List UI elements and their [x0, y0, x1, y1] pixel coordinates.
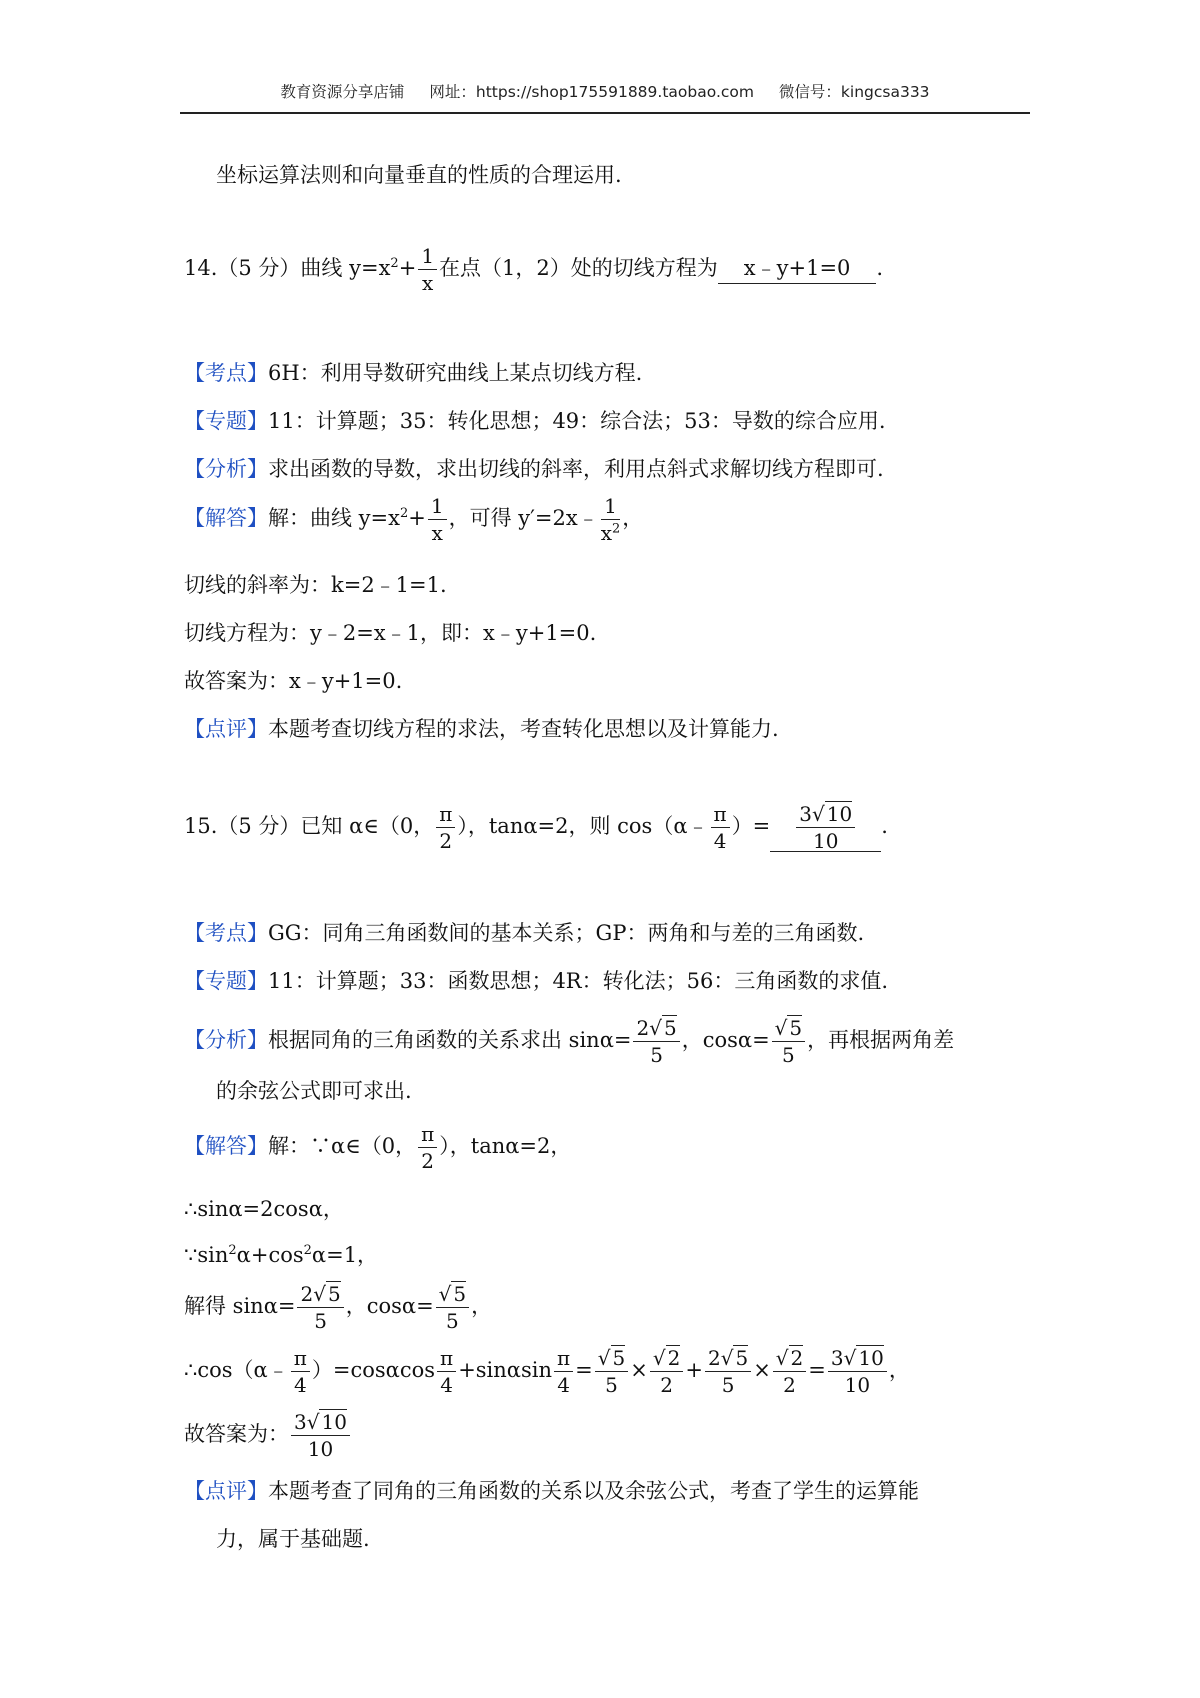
- q14-jieda: 【解答】解：曲线 $y=x^2+$ $\frac{1}{x}$ ，可得 y′=2x﹣ $\frac{1}{x^2}$ ，: [184, 494, 644, 545]
- q15-dianping: 【点评】本题考查了同角的三角函数的关系以及余弦公式，考查了学生的运算能: [184, 1479, 919, 1503]
- shop-url: 网址：https://shop175591889.taobao.com: [429, 83, 754, 101]
- q15-jieda: 【解答】解：∵α∈（0， $\frac{\pi}{2}$ ），tanα=2，: [184, 1122, 572, 1173]
- q15-dianping-cont: 力，属于基础题.: [216, 1527, 370, 1551]
- q14-kaodian: 【考点】6H：利用导数研究曲线上某点切线方程.: [184, 361, 643, 385]
- page-header: [180, 80, 1030, 114]
- q15-line1: ∴sinα=2cosα，: [184, 1197, 344, 1221]
- q15-kaodian: 【考点】GG：同角三角函数间的基本关系；GP：两角和与差的三角函数.: [184, 921, 865, 945]
- q15-answer: $\frac{3√ 10}{10}$: [770, 804, 881, 852]
- q15-title: 15.（5 分）已知 α∈（0， $\frac{\pi}{2}$ ），tanα=2，则 cos（α﹣ $\frac{\pi}{4}$ ）= $\frac{3√ 10}{10}$ .: [184, 802, 888, 853]
- q15-fenxi: 【分析】根据同角的三角函数的关系求出 sinα= $\frac{2√ 5}{5}$ ，cosα= $\frac{√ 5}{5}$ ，再根据两角差: [184, 1016, 955, 1067]
- q15-zhuanti: 【专题】11：计算题；33：函数思想；4R：转化法；56：三角函数的求值.: [184, 969, 889, 993]
- q15-fenxi-cont: 的余弦公式即可求出.: [216, 1079, 412, 1103]
- q14-answer: x﹣y+1=0: [718, 253, 877, 284]
- wechat-id: 微信号：kingcsa333: [778, 83, 930, 101]
- q15-line2: $\because\sin^2\alpha+\cos^2\alpha=1$，: [184, 1243, 379, 1267]
- q14-fenxi: 【分析】求出函数的导数，求出切线的斜率，利用点斜式求解切线方程即可.: [184, 457, 884, 481]
- q14-dianping: 【点评】本题考查切线方程的求法，考查转化思想以及计算能力.: [184, 717, 779, 741]
- q14-equation: 切线方程为：y﹣2=x﹣1，即：x﹣y+1=0.: [184, 621, 597, 645]
- intro-line: 坐标运算法则和向量垂直的性质的合理运用.: [216, 163, 622, 187]
- q15-line3: 解得 sinα= $\frac{2√ 5}{5}$ ，cosα= $\frac{√ 5}{5}$ ，: [184, 1282, 493, 1333]
- q14-fraction: $\frac{1}{x}$: [418, 246, 437, 293]
- q14-slope: 切线的斜率为：k=2﹣1=1.: [184, 573, 447, 597]
- q15-line4: ∴cos（α﹣ $\frac{\pi}{4}$ ）=cosαcos $\frac{\pi}{4}$ +sinαsin $\frac{\pi}{4}$ = $\frac{√ 5}{5}$ × $\frac{√ 2}{2}$ + $\frac{2√ 5}{5}$ × $\frac{√ 2}{2}$ = $\frac{3√ 10}{10}$ ，: [184, 1346, 910, 1397]
- shop-name: 教育资源分享店铺: [280, 83, 405, 101]
- q14-answer-line: 故答案为：x﹣y+1=0.: [184, 669, 403, 693]
- q14-zhuanti: 【专题】11：计算题；35：转化思想；49：综合法；53：导数的综合应用.: [184, 409, 886, 433]
- q14-title: 14.（5 分）曲线 $y=x^2+$ $\frac{1}{x}$ 在点（1，2）处的切线方程为 x﹣y+1=0 .: [184, 244, 884, 295]
- q15-line5: 故答案为： $\frac{3√ 10}{10}$: [184, 1412, 352, 1459]
